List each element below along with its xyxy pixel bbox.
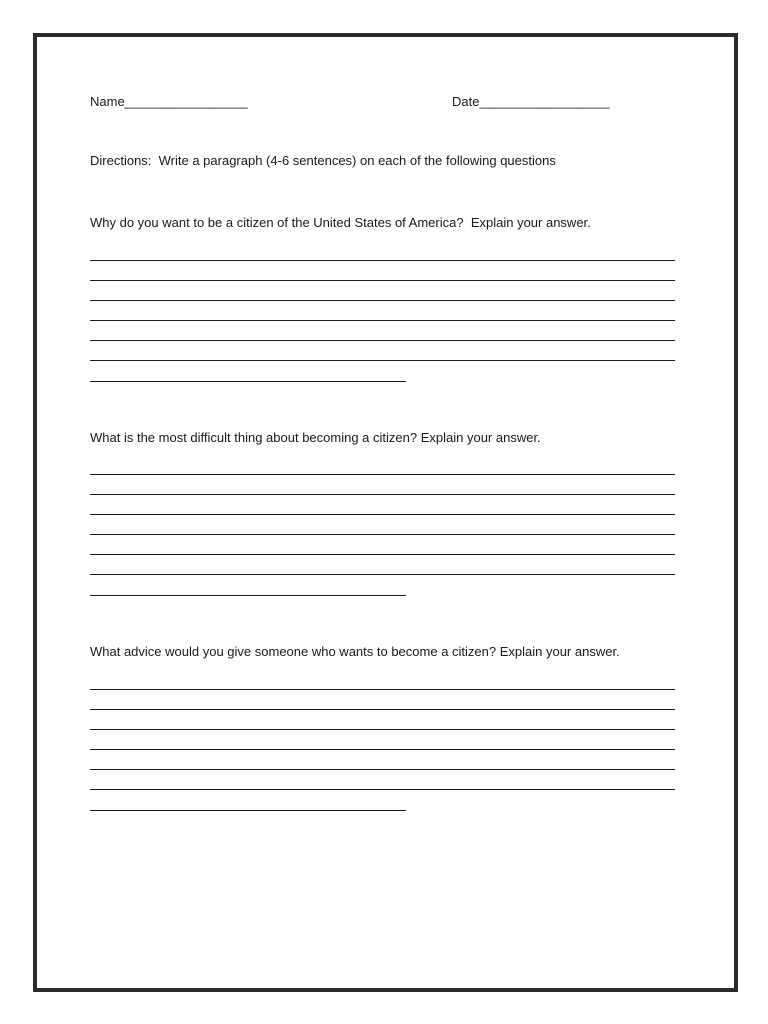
answer-line[interactable] [90, 280, 675, 281]
answer-line[interactable] [90, 260, 675, 261]
worksheet-page [33, 33, 738, 992]
answer-line[interactable] [90, 360, 675, 361]
worksheet-content [37, 37, 734, 988]
answer-line[interactable] [90, 554, 675, 555]
date-field[interactable]: Date__________________ [452, 94, 610, 109]
answer-line[interactable] [90, 729, 675, 730]
answer-line[interactable] [90, 514, 675, 515]
name-field[interactable]: Name_________________ [90, 94, 248, 109]
answer-line[interactable] [90, 534, 675, 535]
answer-line[interactable] [90, 381, 406, 382]
answer-line[interactable] [90, 340, 675, 341]
answer-line[interactable] [90, 595, 406, 596]
answer-line[interactable] [90, 300, 675, 301]
answer-line[interactable] [90, 494, 675, 495]
answer-line[interactable] [90, 320, 675, 321]
question-3: What advice would you give someone who wants to become a citizen? Explain your answer. [90, 644, 620, 659]
answer-line[interactable] [90, 769, 675, 770]
question-2: What is the most difficult thing about becoming a citizen? Explain your answer. [90, 430, 541, 445]
answer-line[interactable] [90, 709, 675, 710]
question-1: Why do you want to be a citizen of the United States of America? Explain your answer. [90, 215, 591, 230]
answer-line[interactable] [90, 574, 675, 575]
answer-line[interactable] [90, 749, 675, 750]
answer-line[interactable] [90, 689, 675, 690]
answer-line[interactable] [90, 789, 675, 790]
answer-line[interactable] [90, 810, 406, 811]
answer-line[interactable] [90, 474, 675, 475]
directions-text: Directions: Write a paragraph (4-6 sentences) on each of the following questions [90, 153, 556, 168]
